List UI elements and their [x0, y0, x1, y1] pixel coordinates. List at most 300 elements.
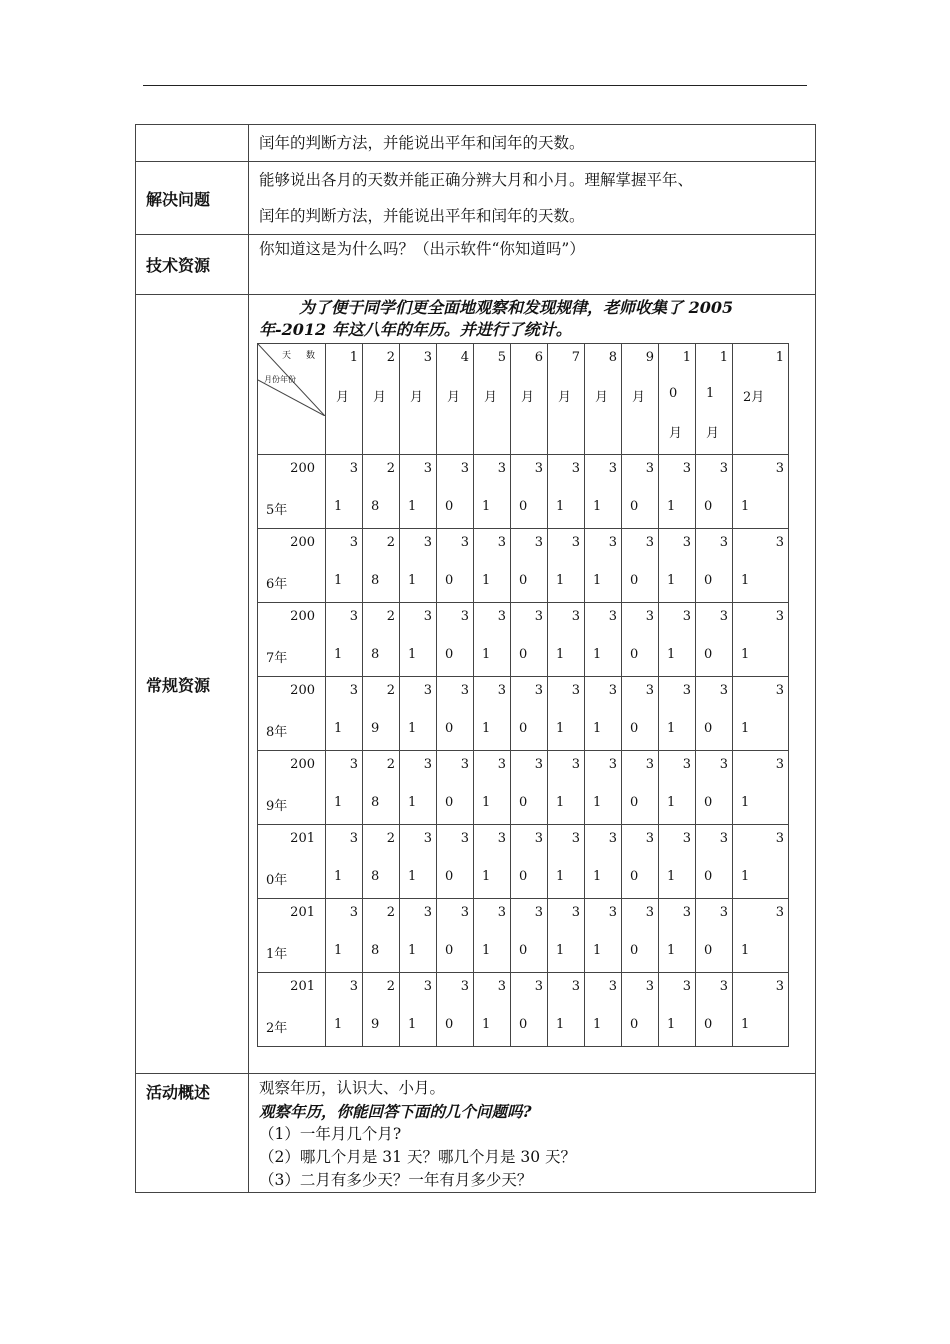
day-count-ones: 8 [371, 573, 380, 588]
day-count-tens: 3 [682, 831, 691, 846]
year-cell [258, 455, 326, 529]
day-count-cell [659, 677, 696, 751]
year-part-1: 201 [290, 979, 315, 994]
day-count-cell [363, 603, 400, 677]
day-count-tens: 3 [460, 979, 469, 994]
year-cell [258, 973, 326, 1047]
day-count-ones: 0 [704, 647, 713, 662]
year-part-1: 200 [290, 609, 315, 624]
month-header-b: 月 [373, 390, 387, 405]
day-count-tens: 3 [775, 683, 784, 698]
day-count-cell [437, 825, 474, 899]
day-count-tens: 3 [775, 461, 784, 476]
day-count-cell [696, 899, 733, 973]
day-count-tens: 3 [719, 609, 728, 624]
month-header-a: 4 [460, 350, 469, 365]
day-count-cell [733, 751, 789, 825]
day-count-tens: 3 [719, 979, 728, 994]
day-count-tens: 3 [571, 905, 580, 920]
day-count-cell [548, 825, 585, 899]
calendar-row [258, 603, 789, 677]
day-count-ones: 0 [630, 1017, 639, 1032]
day-count-cell [326, 455, 363, 529]
day-count-ones: 1 [482, 869, 491, 884]
regular-intro [259, 297, 811, 341]
day-count-ones: 1 [556, 869, 565, 884]
month-header-b: 月 [447, 390, 461, 405]
month-header [511, 344, 548, 455]
day-count-cell [696, 973, 733, 1047]
day-count-cell [548, 899, 585, 973]
day-count-tens: 3 [719, 905, 728, 920]
day-count-cell [659, 825, 696, 899]
day-count-tens: 3 [682, 683, 691, 698]
month-header-a: 1 [682, 350, 691, 365]
day-count-ones: 1 [334, 499, 343, 514]
day-count-ones: 0 [445, 721, 454, 736]
day-count-tens: 3 [682, 535, 691, 550]
day-count-ones: 1 [334, 573, 343, 588]
day-count-ones: 0 [704, 795, 713, 810]
day-count-ones: 1 [593, 721, 602, 736]
day-count-tens: 3 [645, 535, 654, 550]
continuation-content [249, 125, 816, 162]
tech-text: 你知道这是为什么吗？（出示软件“你知道吗”） [259, 240, 585, 258]
intro-line-1: 为了便于同学们更全面地观察和发现规律，老师收集了 2005 [299, 298, 734, 317]
day-count-tens: 3 [423, 831, 432, 846]
activity-question-1: （1）一年月几个月? [259, 1125, 402, 1143]
day-count-ones: 1 [593, 869, 602, 884]
month-header [474, 344, 511, 455]
year-part-2: 9年 [266, 799, 288, 814]
month-header [437, 344, 474, 455]
day-count-tens: 3 [534, 757, 543, 772]
day-count-cell [400, 603, 437, 677]
day-count-cell [659, 973, 696, 1047]
month-header-a: 6 [534, 350, 543, 365]
day-count-ones: 1 [408, 795, 417, 810]
day-count-cell [696, 529, 733, 603]
day-count-ones: 0 [630, 795, 639, 810]
day-count-cell [363, 899, 400, 973]
day-count-ones: 0 [630, 869, 639, 884]
day-count-ones: 1 [334, 721, 343, 736]
day-count-ones: 1 [667, 869, 676, 884]
day-count-ones: 8 [371, 795, 380, 810]
regular-content [249, 295, 816, 1074]
day-count-cell [326, 825, 363, 899]
day-count-ones: 0 [704, 943, 713, 958]
day-count-tens: 3 [349, 979, 358, 994]
day-count-tens: 3 [682, 461, 691, 476]
day-count-ones: 1 [334, 795, 343, 810]
continuation-row [136, 125, 816, 162]
year-part-2: 8年 [266, 725, 288, 740]
month-header-a: 1 [775, 350, 784, 365]
day-count-tens: 3 [423, 535, 432, 550]
day-count-ones: 1 [408, 869, 417, 884]
solve-row [136, 162, 816, 235]
day-count-ones: 0 [704, 1017, 713, 1032]
regular-label: 常规资源 [136, 295, 249, 1074]
day-count-cell [733, 603, 789, 677]
day-count-tens: 3 [719, 683, 728, 698]
day-count-ones: 0 [445, 1017, 454, 1032]
day-count-ones: 1 [741, 869, 750, 884]
day-count-cell [548, 751, 585, 825]
continuation-label-cell [136, 125, 249, 162]
day-count-cell [326, 603, 363, 677]
day-count-ones: 0 [704, 573, 713, 588]
day-count-ones: 0 [445, 647, 454, 662]
year-part-1: 201 [290, 905, 315, 920]
day-count-cell [511, 603, 548, 677]
day-count-ones: 1 [556, 721, 565, 736]
day-count-ones: 1 [334, 869, 343, 884]
day-count-tens: 2 [386, 609, 395, 624]
corner-days: 天 [282, 351, 292, 361]
day-count-tens: 3 [460, 535, 469, 550]
solve-line-1: 能够说出各月的天数并能正确分辨大月和小月。理解掌握平年、 [259, 171, 694, 189]
day-count-ones: 1 [556, 647, 565, 662]
month-header-c: 月 [669, 426, 683, 441]
day-count-cell [326, 899, 363, 973]
day-count-tens: 2 [386, 905, 395, 920]
day-count-tens: 3 [497, 979, 506, 994]
year-cell [258, 677, 326, 751]
day-count-ones: 0 [445, 795, 454, 810]
day-count-ones: 1 [593, 499, 602, 514]
day-count-ones: 0 [519, 869, 528, 884]
day-count-tens: 3 [534, 609, 543, 624]
day-count-cell [474, 455, 511, 529]
day-count-cell [585, 677, 622, 751]
day-count-tens: 3 [608, 683, 617, 698]
day-count-tens: 3 [497, 905, 506, 920]
day-count-cell [696, 455, 733, 529]
day-count-tens: 3 [571, 831, 580, 846]
day-count-ones: 0 [630, 573, 639, 588]
day-count-cell [400, 825, 437, 899]
day-count-tens: 2 [386, 831, 395, 846]
month-header-b: 月 [484, 390, 498, 405]
day-count-tens: 3 [608, 535, 617, 550]
activity-content [249, 1074, 816, 1193]
day-count-ones: 1 [482, 795, 491, 810]
day-count-tens: 3 [349, 831, 358, 846]
day-count-ones: 0 [519, 795, 528, 810]
calendar-table [257, 343, 789, 1047]
day-count-tens: 3 [608, 757, 617, 772]
day-count-tens: 3 [423, 461, 432, 476]
solve-line-2: 闰年的判断方法，并能说出平年和闰年的天数。 [259, 207, 585, 225]
day-count-tens: 3 [682, 757, 691, 772]
day-count-tens: 2 [386, 461, 395, 476]
calendar-row [258, 973, 789, 1047]
day-count-cell [585, 899, 622, 973]
tech-content [249, 235, 816, 295]
day-count-tens: 3 [719, 461, 728, 476]
year-cell [258, 603, 326, 677]
day-count-ones: 1 [408, 943, 417, 958]
month-header [363, 344, 400, 455]
day-count-cell [400, 899, 437, 973]
corner-month-year: 月份年份 [264, 375, 296, 384]
day-count-ones: 0 [519, 721, 528, 736]
day-count-tens: 3 [645, 461, 654, 476]
day-count-tens: 3 [682, 609, 691, 624]
day-count-cell [474, 603, 511, 677]
day-count-cell [437, 973, 474, 1047]
day-count-cell [733, 455, 789, 529]
day-count-tens: 3 [775, 757, 784, 772]
day-count-ones: 0 [630, 499, 639, 514]
day-count-tens: 3 [349, 535, 358, 550]
day-count-tens: 3 [423, 757, 432, 772]
day-count-ones: 8 [371, 647, 380, 662]
year-part-2: 0年 [266, 873, 288, 888]
month-header-b: 月 [521, 390, 535, 405]
day-count-tens: 3 [497, 609, 506, 624]
day-count-cell [363, 825, 400, 899]
month-header [659, 344, 696, 455]
day-count-cell [326, 973, 363, 1047]
day-count-tens: 3 [349, 461, 358, 476]
day-count-cell [622, 603, 659, 677]
day-count-tens: 3 [460, 757, 469, 772]
day-count-tens: 3 [423, 905, 432, 920]
day-count-cell [733, 529, 789, 603]
day-count-ones: 0 [519, 499, 528, 514]
month-header [585, 344, 622, 455]
calendar-body [258, 455, 789, 1047]
day-count-cell [511, 529, 548, 603]
day-count-tens: 3 [497, 757, 506, 772]
day-count-tens: 2 [386, 979, 395, 994]
day-count-tens: 3 [423, 683, 432, 698]
month-header-b: 月 [410, 390, 424, 405]
day-count-ones: 0 [704, 721, 713, 736]
month-header-a: 2 [386, 350, 395, 365]
day-count-tens: 3 [645, 609, 654, 624]
day-count-ones: 1 [408, 499, 417, 514]
month-header [696, 344, 733, 455]
day-count-tens: 3 [423, 609, 432, 624]
day-count-cell [363, 973, 400, 1047]
day-count-ones: 1 [334, 1017, 343, 1032]
day-count-ones: 1 [482, 647, 491, 662]
day-count-tens: 3 [497, 535, 506, 550]
day-count-tens: 3 [534, 461, 543, 476]
day-count-ones: 0 [445, 869, 454, 884]
day-count-cell [622, 899, 659, 973]
day-count-ones: 1 [408, 647, 417, 662]
day-count-tens: 3 [682, 979, 691, 994]
day-count-cell [585, 603, 622, 677]
day-count-cell [474, 973, 511, 1047]
day-count-tens: 3 [497, 461, 506, 476]
day-count-tens: 3 [608, 831, 617, 846]
day-count-cell [511, 751, 548, 825]
day-count-tens: 3 [645, 831, 654, 846]
day-count-cell [622, 825, 659, 899]
activity-line-1: 观察年历，认识大、小月。 [259, 1079, 446, 1097]
intro-line-2: 年-2012 年这八年的年历。并进行了统计。 [259, 320, 572, 339]
day-count-ones: 0 [630, 721, 639, 736]
day-count-ones: 1 [334, 647, 343, 662]
calendar-row [258, 899, 789, 973]
day-count-ones: 0 [519, 1017, 528, 1032]
month-header-a: 9 [645, 350, 654, 365]
day-count-ones: 1 [667, 721, 676, 736]
day-count-ones: 8 [371, 943, 380, 958]
day-count-cell [400, 677, 437, 751]
solve-content [249, 162, 816, 235]
activity-question-2: （2）哪几个月是 31 天？哪几个月是 30 天？ [259, 1148, 577, 1166]
day-count-cell [659, 529, 696, 603]
activity-question-3: （3）二月有多少天？一年有月多少天？ [259, 1171, 533, 1189]
day-count-cell [548, 529, 585, 603]
calendar-row [258, 529, 789, 603]
day-count-tens: 3 [571, 757, 580, 772]
month-header [733, 344, 789, 455]
activity-label: 活动概述 [136, 1074, 249, 1193]
day-count-cell [437, 751, 474, 825]
day-count-ones: 1 [482, 721, 491, 736]
year-part-2: 1年 [266, 947, 288, 962]
month-header [548, 344, 585, 455]
day-count-cell [511, 899, 548, 973]
day-count-cell [733, 973, 789, 1047]
year-part-1: 200 [290, 535, 315, 550]
day-count-cell [585, 825, 622, 899]
day-count-cell [548, 973, 585, 1047]
day-count-cell [659, 603, 696, 677]
day-count-tens: 2 [386, 757, 395, 772]
day-count-cell [326, 751, 363, 825]
year-part-1: 200 [290, 757, 315, 772]
day-count-cell [400, 455, 437, 529]
day-count-ones: 8 [371, 499, 380, 514]
day-count-cell [511, 677, 548, 751]
day-count-tens: 3 [460, 461, 469, 476]
day-count-cell [585, 973, 622, 1047]
tech-row [136, 235, 816, 295]
day-count-tens: 3 [497, 831, 506, 846]
day-count-ones: 0 [445, 943, 454, 958]
day-count-ones: 0 [445, 499, 454, 514]
day-count-cell [400, 973, 437, 1047]
year-cell [258, 899, 326, 973]
day-count-ones: 0 [630, 943, 639, 958]
day-count-ones: 1 [741, 721, 750, 736]
month-header-b: 月 [336, 390, 350, 405]
day-count-tens: 3 [775, 831, 784, 846]
day-count-tens: 3 [719, 831, 728, 846]
day-count-cell [622, 455, 659, 529]
day-count-cell [363, 677, 400, 751]
day-count-ones: 1 [593, 943, 602, 958]
day-count-ones: 9 [371, 1017, 380, 1032]
month-header-b: 2月 [743, 390, 765, 405]
day-count-cell [733, 825, 789, 899]
day-count-cell [548, 455, 585, 529]
year-cell [258, 825, 326, 899]
day-count-cell [474, 899, 511, 973]
day-count-cell [474, 825, 511, 899]
day-count-ones: 0 [519, 943, 528, 958]
day-count-cell [733, 899, 789, 973]
year-part-2: 6年 [266, 577, 288, 592]
month-header-b: 月 [595, 390, 609, 405]
day-count-tens: 3 [349, 683, 358, 698]
day-count-tens: 3 [349, 905, 358, 920]
day-count-tens: 3 [534, 831, 543, 846]
day-count-cell [474, 529, 511, 603]
day-count-tens: 2 [386, 683, 395, 698]
day-count-ones: 1 [556, 1017, 565, 1032]
day-count-tens: 3 [571, 979, 580, 994]
day-count-cell [622, 529, 659, 603]
day-count-tens: 2 [386, 535, 395, 550]
day-count-cell [696, 603, 733, 677]
header-rule [143, 85, 807, 86]
day-count-ones: 1 [482, 943, 491, 958]
day-count-cell [437, 603, 474, 677]
day-count-tens: 3 [608, 609, 617, 624]
day-count-cell [696, 825, 733, 899]
year-part-1: 201 [290, 831, 315, 846]
month-header-a: 1 [349, 350, 358, 365]
day-count-tens: 3 [571, 535, 580, 550]
day-count-cell [363, 455, 400, 529]
day-count-tens: 3 [645, 905, 654, 920]
day-count-cell [622, 677, 659, 751]
day-count-ones: 0 [704, 869, 713, 884]
day-count-ones: 1 [741, 943, 750, 958]
day-count-cell [400, 751, 437, 825]
day-count-cell [659, 455, 696, 529]
month-header-a: 8 [608, 350, 617, 365]
day-count-tens: 3 [682, 905, 691, 920]
day-count-cell [511, 973, 548, 1047]
month-header-a: 1 [719, 350, 728, 365]
day-count-cell [363, 751, 400, 825]
month-header-b: 月 [632, 390, 646, 405]
day-count-tens: 3 [349, 609, 358, 624]
year-cell [258, 529, 326, 603]
day-count-cell [437, 677, 474, 751]
month-header [326, 344, 363, 455]
day-count-cell [437, 455, 474, 529]
day-count-ones: 0 [445, 573, 454, 588]
month-header [622, 344, 659, 455]
day-count-tens: 3 [775, 905, 784, 920]
month-header-a: 3 [423, 350, 432, 365]
day-count-ones: 0 [519, 573, 528, 588]
year-part-2: 7年 [266, 651, 288, 666]
day-count-tens: 3 [645, 757, 654, 772]
day-count-cell [622, 751, 659, 825]
day-count-cell [548, 603, 585, 677]
day-count-cell [659, 751, 696, 825]
day-count-cell [696, 677, 733, 751]
day-count-ones: 1 [556, 943, 565, 958]
day-count-ones: 1 [482, 573, 491, 588]
month-header-c: 月 [706, 426, 720, 441]
day-count-ones: 1 [408, 1017, 417, 1032]
corner-count: 数 [306, 351, 316, 361]
